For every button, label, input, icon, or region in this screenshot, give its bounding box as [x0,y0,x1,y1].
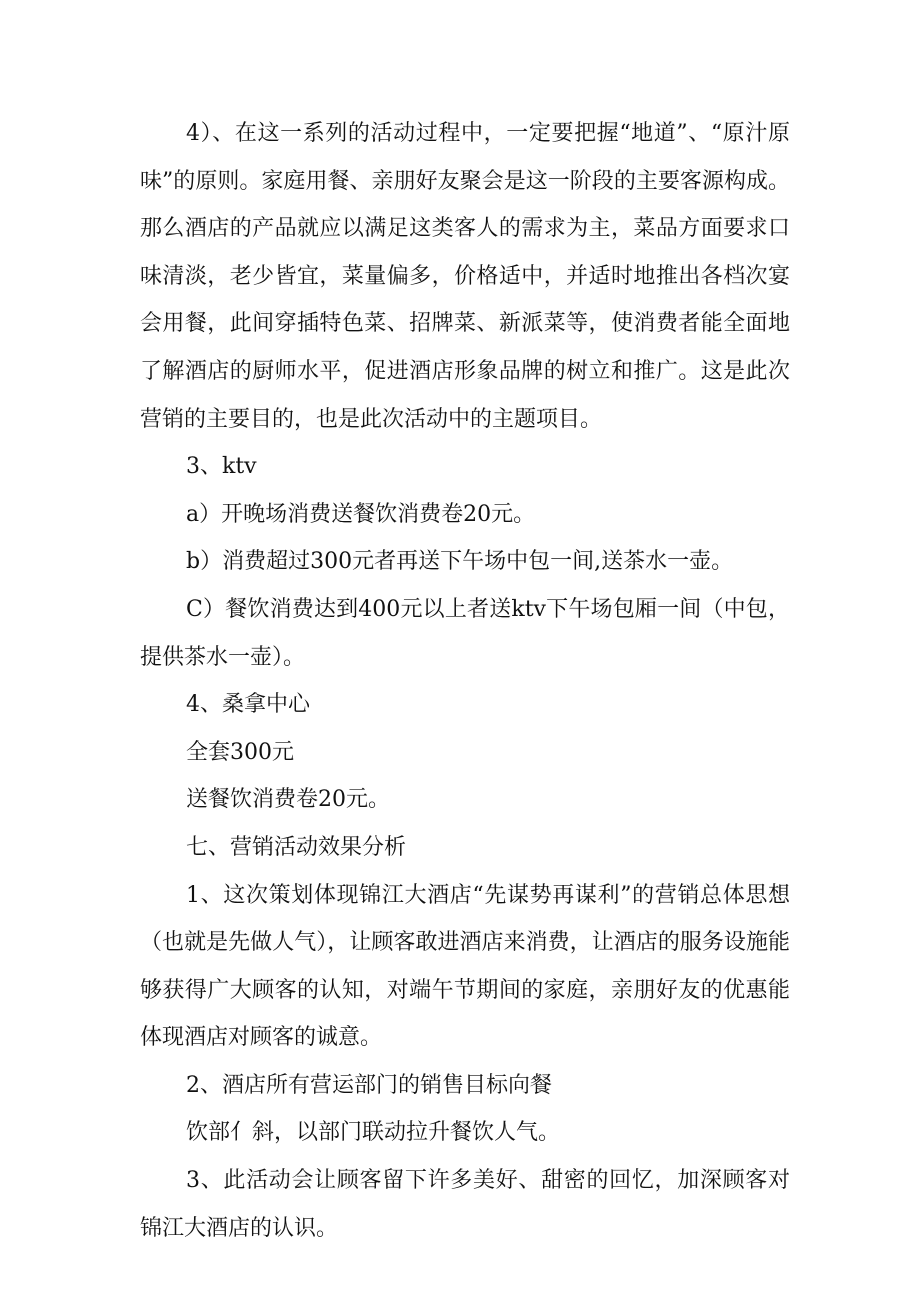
sauna-voucher: 送餐饮消费卷20元。 [186,787,390,813]
ktv-item-c: C）餐饮消费达到400元以上者送ktv下午场包厢一间（中包，提供茶水一壶）。 [140,596,790,670]
heading-ktv: 3、ktv [186,454,257,480]
document-body [140,110,790,1252]
effect-point-2-line1: 2、酒店所有营运部门的销售目标向餐 [186,1072,552,1098]
effect-point-3: 3、此活动会让顾客留下许多美好、甜密的回忆，加深顾客对锦江大酒店的认识。 [140,1168,790,1241]
heading-effect-analysis: 七、营销活动效果分析 [186,834,407,860]
effect-point-2-line2: 饮部亻斜，以部门联动拉升餐饮人气。 [186,1120,561,1146]
paragraph-4-principle: 4）、在这一系列的活动过程中，一定要把握“地道”、“原汁原味”的原则。家庭用餐、亲朋好友聚会是这一阶段的主要客源构成。那么酒店的产品就应以满足这类客人的需求为主，菜品方面要求口味清淡，老少皆宜，菜量偏多，价格适中，并适时地推出各档次宴会用餐，此间穿插特色菜、招牌菜、新派菜等，使消费者能全面地了解酒店的厨师水平，促进酒店形象品牌的树立和推广。这是此次营销的主要目的，也是此次活动中的主题项目。 [140,121,790,432]
effect-point-1: 1、这次策划体现锦江大酒店“先谋势再谋利”的营销总体思想（也就是先做人气），让顾客敢进酒店来消费，让酒店的服务设施能够获得广大顾客的认知，对端午节期间的家庭，亲朋好友的优惠能体现酒店对顾客的诚意。 [140,882,790,1051]
heading-sauna: 4、桑拿中心 [186,692,310,718]
ktv-item-b: b）消费超过300元者再送下午场中包一间,送茶水一壶。 [186,549,734,575]
ktv-item-a: a）开晚场消费送餐饮消费卷20元。 [186,501,536,527]
sauna-price: 全套300元 [186,739,294,765]
